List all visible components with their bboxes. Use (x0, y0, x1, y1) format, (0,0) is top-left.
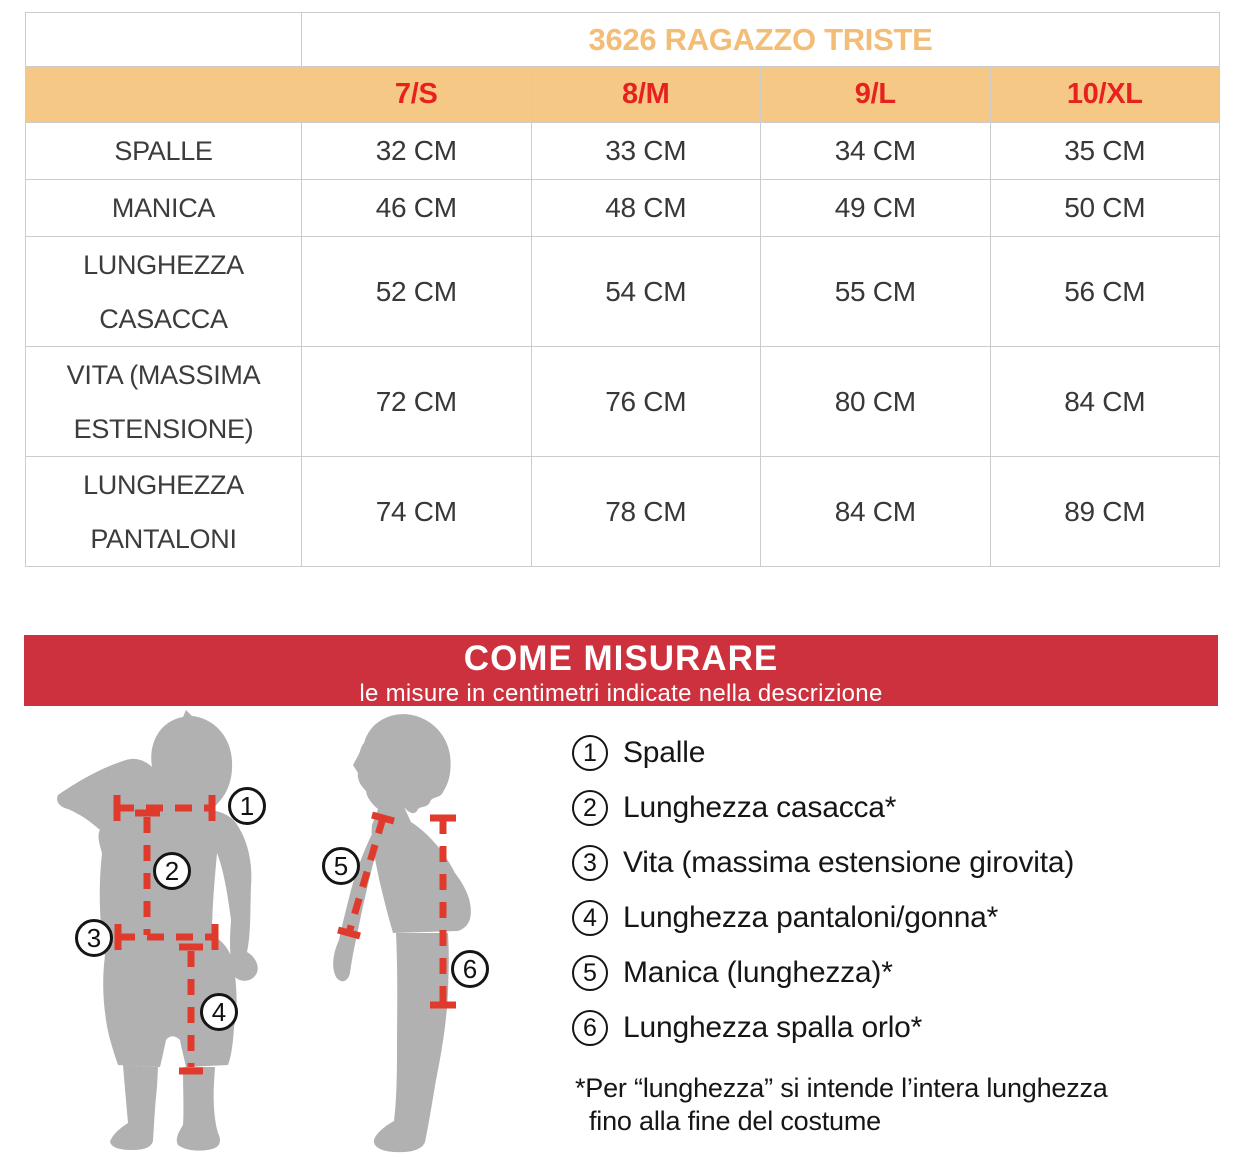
legend-item (572, 735, 1232, 771)
row-label-line: VITA (MASSIMA (66, 359, 261, 390)
banner-title: COME MISURARE (463, 639, 779, 678)
table-title-row (26, 13, 1220, 67)
legend-circle-2: 2 (572, 790, 608, 826)
legend-item (572, 1010, 1232, 1046)
cell-value: 32 CM (302, 123, 532, 180)
measure-banner (24, 635, 1218, 706)
cell-value: 72 CM (302, 347, 532, 457)
diagram-marker-2: 2 (153, 852, 191, 890)
row-label-line: CASACCA (99, 303, 228, 334)
size-header-empty-cell (26, 67, 302, 123)
cell-value: 78 CM (531, 457, 761, 567)
size-header-7s: 7/S (302, 67, 532, 123)
row-label (26, 123, 302, 180)
cell-value: 84 CM (761, 457, 991, 567)
cell-value: 46 CM (302, 180, 532, 237)
legend-label: Manica (lunghezza)* (623, 956, 893, 989)
cell-value: 56 CM (990, 237, 1220, 347)
legend-circle-4: 4 (572, 900, 608, 936)
legend-circle-6: 6 (572, 1010, 608, 1046)
table-row-manica (26, 180, 1220, 237)
cell-value: 84 CM (990, 347, 1220, 457)
size-header-10xl: 10/XL (990, 67, 1220, 123)
cell-value: 55 CM (761, 237, 991, 347)
table-row-lunghezza-pantaloni (26, 457, 1220, 567)
measure-legend (572, 735, 1232, 1065)
cell-value: 50 CM (990, 180, 1220, 237)
legend-label: Lunghezza spalla orlo* (623, 1011, 923, 1044)
cell-value: 76 CM (531, 347, 761, 457)
table-corner-cell (26, 13, 302, 67)
cell-value: 49 CM (761, 180, 991, 237)
length-footnote (575, 1072, 1108, 1138)
size-header-9l: 9/L (761, 67, 991, 123)
size-header-row (26, 67, 1220, 123)
row-label (26, 237, 302, 347)
legend-label: Lunghezza casacca* (623, 791, 897, 824)
size-table (25, 12, 1220, 567)
product-title: 3626 RAGAZZO TRISTE (302, 13, 1220, 67)
footnote-line-1: *Per “lunghezza” si intende l’intera lunghezza (575, 1073, 1108, 1103)
legend-item (572, 955, 1232, 991)
row-label-line: MANICA (111, 193, 216, 223)
cell-value: 48 CM (531, 180, 761, 237)
diagram-marker-3: 3 (75, 919, 113, 957)
table-row-spalle (26, 123, 1220, 180)
cell-value: 89 CM (990, 457, 1220, 567)
table-row-lunghezza-casacca (26, 237, 1220, 347)
diagram-marker-6: 6 (451, 950, 489, 988)
diagram-marker-4: 4 (200, 993, 238, 1031)
row-label-line: SPALLE (114, 136, 213, 166)
size-table-section (25, 12, 1220, 567)
row-label (26, 180, 302, 237)
banner-subtitle: le misure in centimetri indicate nella descrizione (359, 680, 883, 707)
row-label-line: LUNGHEZZA (83, 249, 244, 280)
legend-label: Vita (massima estensione girovita) (623, 846, 1075, 879)
table-row-vita (26, 347, 1220, 457)
cell-value: 35 CM (990, 123, 1220, 180)
cell-value: 80 CM (761, 347, 991, 457)
row-label (26, 347, 302, 457)
cell-value: 34 CM (761, 123, 991, 180)
legend-item (572, 900, 1232, 936)
legend-item (572, 790, 1232, 826)
legend-label: Lunghezza pantaloni/gonna* (623, 901, 999, 934)
legend-circle-1: 1 (572, 735, 608, 771)
diagram-marker-5: 5 (322, 847, 360, 885)
row-label-line: ESTENSIONE) (73, 413, 254, 444)
legend-circle-3: 3 (572, 845, 608, 881)
legend-item (572, 845, 1232, 881)
row-label (26, 457, 302, 567)
cell-value: 52 CM (302, 237, 532, 347)
diagram-marker-1: 1 (228, 787, 266, 825)
cell-value: 74 CM (302, 457, 532, 567)
row-label-line: LUNGHEZZA (83, 469, 244, 500)
footnote-line-2: fino alla fine del costume (589, 1106, 881, 1136)
legend-circle-5: 5 (572, 955, 608, 991)
cell-value: 33 CM (531, 123, 761, 180)
cell-value: 54 CM (531, 237, 761, 347)
legend-label: Spalle (623, 736, 706, 769)
row-label-line: PANTALONI (90, 523, 237, 554)
size-header-8m: 8/M (531, 67, 761, 123)
